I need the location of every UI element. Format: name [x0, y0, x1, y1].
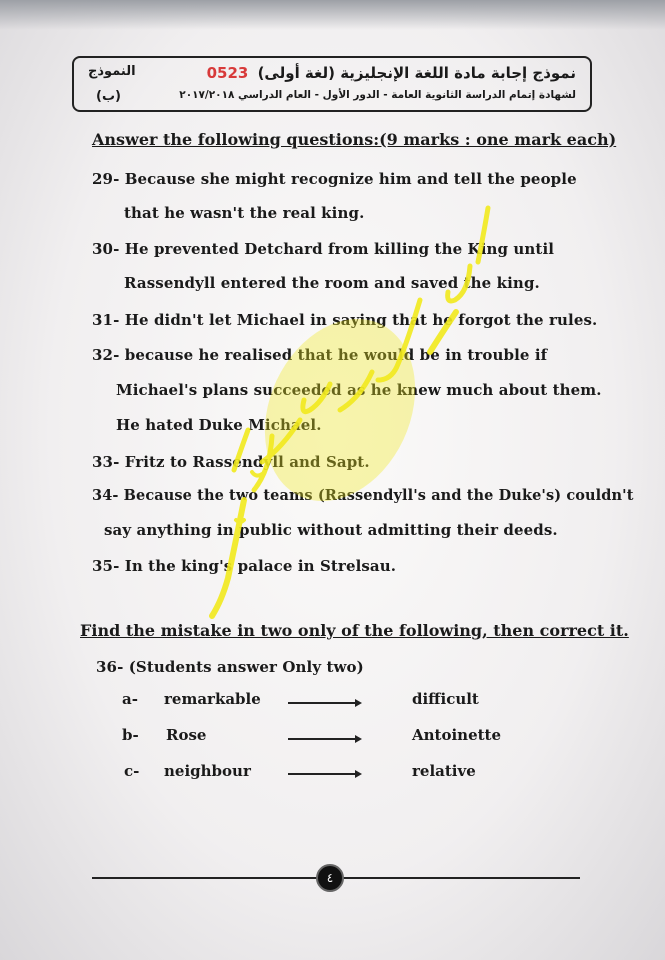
header-subtitle: لشهادة إتمام الدراسة الثانوية العامة - الدور الأول - العام الدراسي ٢٠١٧/٢٠١٨	[179, 89, 576, 101]
answer-number: 34-	[92, 487, 119, 504]
section1-heading: Answer the following questions:(9 marks : one mark each)	[92, 130, 617, 149]
answer-32-line2: Michael's plans succeeded as he knew much about them.	[116, 381, 602, 399]
section2-heading: Find the mistake in two only of the following, then correct it.	[80, 621, 629, 640]
answer-number: 29-	[92, 170, 120, 188]
exam-header	[72, 56, 592, 112]
answer-number: 33-	[92, 453, 120, 471]
answer-29-line2: that he wasn't the real king.	[124, 204, 365, 222]
answer-number: 35-	[92, 557, 120, 575]
answer-line: Fritz to Rassendyll and Sapt.	[124, 453, 370, 471]
header-title: نموذج إجابة مادة اللغة الإنجليزية (لغة أولى)	[257, 64, 576, 82]
model-label: النموذج	[88, 64, 136, 79]
answer-line: because he realised that he would be in trouble if	[124, 346, 548, 364]
correction-wrong-c: neighbour	[164, 762, 251, 780]
answer-line: Because the two teams (Rassendyll's and the Duke's) couldn't	[123, 487, 634, 504]
page-shadow	[0, 0, 665, 30]
question-36: 36- (Students answer Only two)	[96, 658, 364, 676]
correction-wrong-b: Rose	[166, 726, 207, 744]
correction-right-a: difficult	[412, 690, 479, 708]
answer-30-line2: Rassendyll entered the room and saved the king.	[124, 274, 540, 292]
answer-line: In the king's palace in Strelsau.	[124, 557, 397, 575]
correction-letter-a: a-	[122, 690, 138, 708]
arrow-right-icon	[288, 773, 360, 775]
correction-wrong-a: remarkable	[164, 690, 261, 708]
answer-33	[92, 453, 370, 471]
answer-line: He prevented Detchard from killing the King until	[124, 240, 555, 258]
arrow-right-icon	[288, 738, 360, 740]
answer-35	[92, 557, 396, 575]
exam-code: 0523	[206, 64, 249, 82]
answer-line: He didn't let Michael in saying that he forgot the rules.	[124, 311, 598, 329]
answer-32	[92, 346, 547, 364]
answer-32-line3: He hated Duke Michael.	[116, 416, 322, 434]
answer-number: 32-	[92, 346, 120, 364]
correction-letter-c: c-	[124, 762, 140, 780]
arrow-right-icon	[288, 702, 360, 704]
correction-right-b: Antoinette	[412, 726, 502, 744]
correction-right-c: relative	[412, 762, 476, 780]
answer-29	[92, 170, 577, 188]
answer-34	[92, 487, 634, 504]
answer-31	[92, 311, 597, 329]
page-number: ٤	[316, 864, 344, 892]
answer-30	[92, 240, 554, 258]
answer-line: Because she might recognize him and tell the people	[124, 170, 577, 188]
answer-34-line2: say anything in public without admitting their deeds.	[104, 521, 558, 539]
header-title-line	[203, 64, 576, 82]
correction-letter-b: b-	[122, 726, 139, 744]
answer-number: 31-	[92, 311, 120, 329]
answer-number: 30-	[92, 240, 120, 258]
model-variant: (ب)	[96, 89, 121, 104]
